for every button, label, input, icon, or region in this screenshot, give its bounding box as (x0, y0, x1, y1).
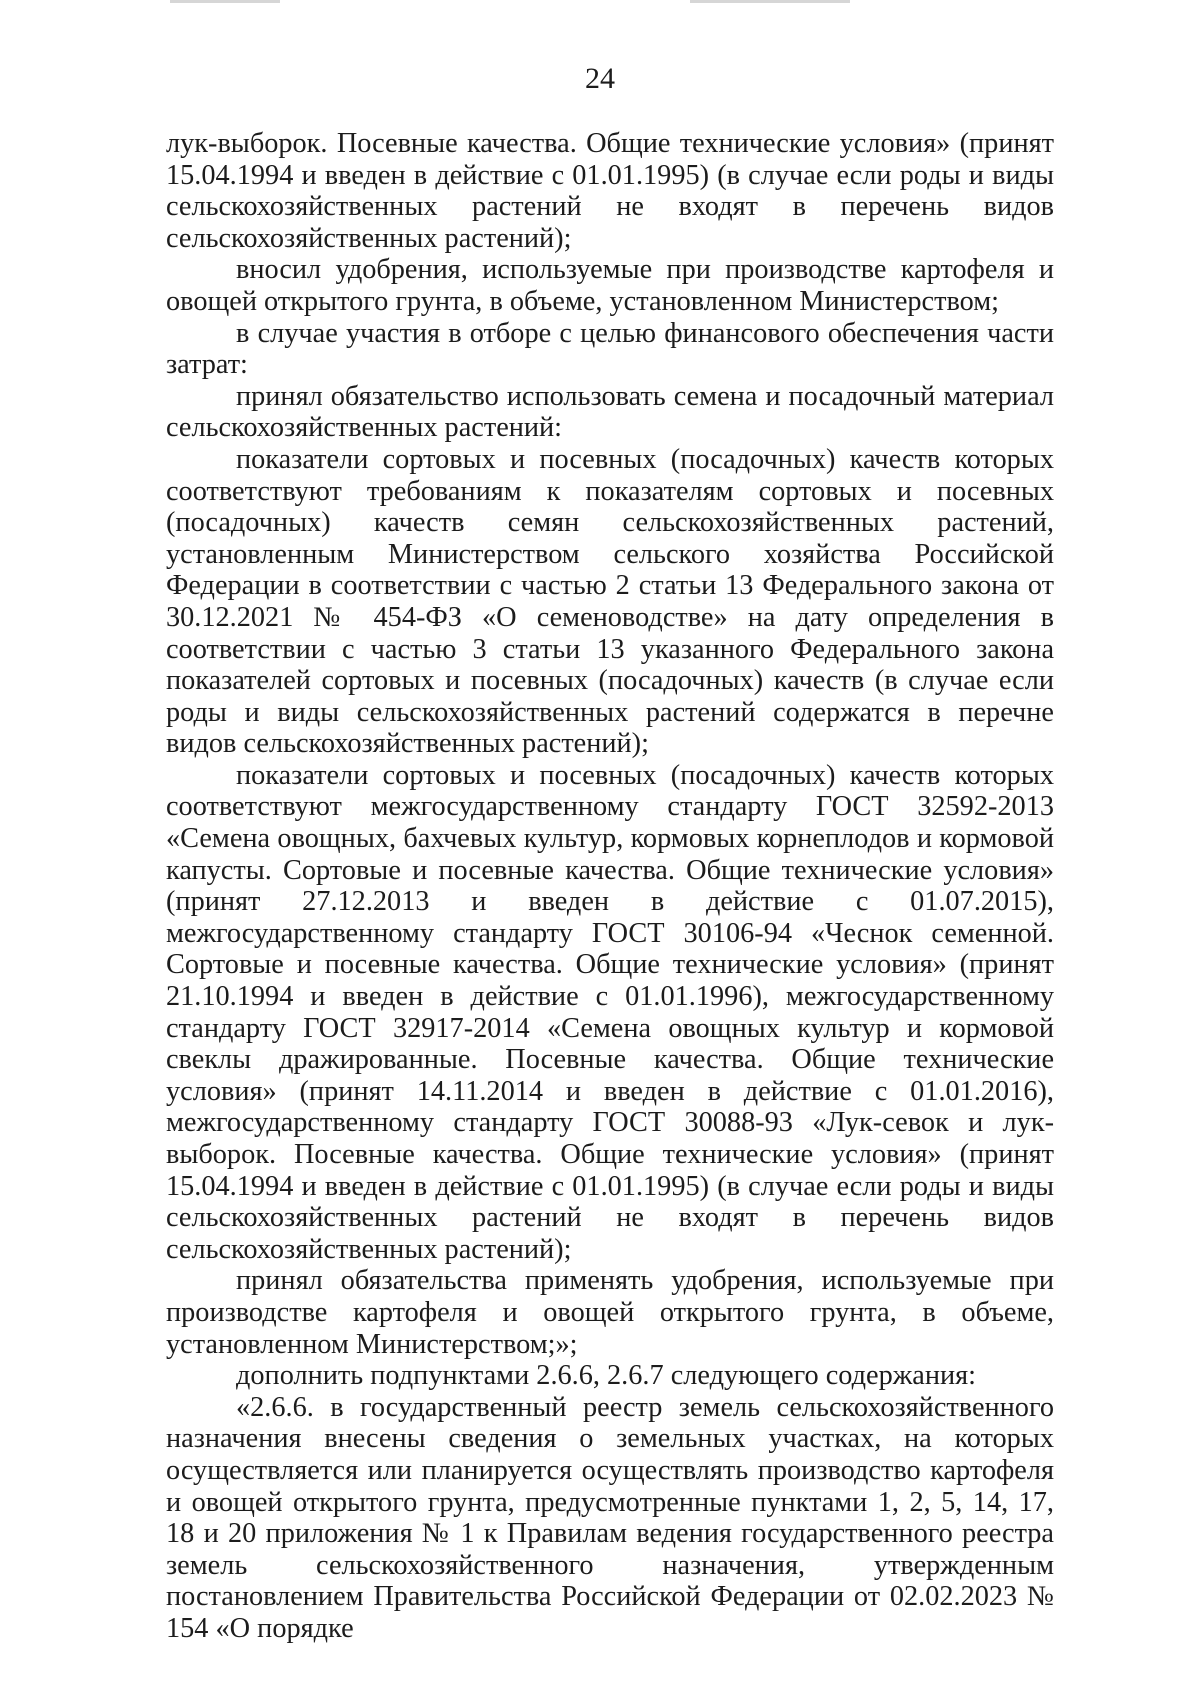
paragraph: принял обязательства применять удобрения, используемые при производстве картофеля и овощей открытого грунта, в объеме, установленном Министерством;»; (166, 1265, 1054, 1360)
paragraph: дополнить подпунктами 2.6.6, 2.6.7 следующего содержания: (236, 1360, 977, 1392)
scan-edge-mark (690, 0, 850, 3)
paragraph: принял обязательство использовать семена и посадочный материал сельскохозяйственных растений: (166, 380, 1054, 444)
scan-edge-mark (170, 0, 280, 3)
paragraph: в случае участия в отборе с целью финансового обеспечения части затрат: (166, 317, 1054, 381)
paragraph: лук-выборок. Посевные качества. Общие технические условия» (принят 15.04.1994 и введен в действие с 01.01.1995) (в случае если роды и виды сельскохозяйственных растений не входят в перечень видов сельскохозяйственных растений); (166, 128, 1054, 254)
paragraph: показатели сортовых и посевных (посадочных) качеств которых соответствуют межгосударственному стандарту ГОСТ 32592-2013 «Семена овощных, бахчевых культур, кормовых корнеплодов и кормовой капусты. Сортовые и посевные качества. Общие технические условия» (принят 27.12.2013 и введен в действие с 01.07.2015), межгосударственному стандарту ГОСТ 30106-94 «Чеснок семенной. Сортовые и посевные качества. Общие технические условия» (принят 21.10.1994 и введен в действие с 01.01.1996), межгосударственному стандарту ГОСТ 32917-2014 «Семена овощных культур и кормовой свеклы дражированные. Посевные качества. Общие технические условия» (принят 14.11.2014 и введен в действие с 01.01.2016), межгосударственному стандарту ГОСТ 30088-93 «Лук-севок и лук-выборок. Посевные качества. Общие технические условия» (принят 15.04.1994 и введен в действие с 01.01.1995) (в случае если роды и виды сельскохозяйственных растений не входят в перечень видов сельскохозяйственных растений); (166, 759, 1054, 1265)
document-body (166, 128, 1054, 1645)
paragraph: показатели сортовых и посевных (посадочных) качеств которых соответствуют требованиям к показателям сортовых и посевных (посадочных) качеств семян сельскохозяйственных растений, установленным Министерством сельского хозяйства Российской Федерации в соответствии с частью 2 статьи 13 Федерального закона от 30.12.2021 № 454-ФЗ «О семеноводстве» на дату определения в соответствии с частью 3 статьи 13 указанного Федерального закона показателей сортовых и посевных (посадочных) качеств (в случае если роды и виды сельскохозяйственных растений содержатся в перечне видов сельскохозяйственных растений); (166, 443, 1054, 760)
paragraph: «2.6.6. в государственный реестр земель сельскохозяйственного назначения внесены сведения о земельных участках, на которых осуществляется или планируется осуществлять производство картофеля и овощей открытого грунта, предусмотренные пунктами 1, 2, 5, 14, 17, 18 и 20 приложения № 1 к Правилам ведения государственного реестра земель сельскохозяйственного назначения, утвержденным постановлением Правительства Российской Федерации от 02.02.2023 № 154 «О порядке (166, 1391, 1054, 1644)
page-number: 24 (585, 62, 615, 95)
paragraph: вносил удобрения, используемые при производстве картофеля и овощей открытого грунта, в объеме, установленном Министерством; (166, 254, 1054, 317)
